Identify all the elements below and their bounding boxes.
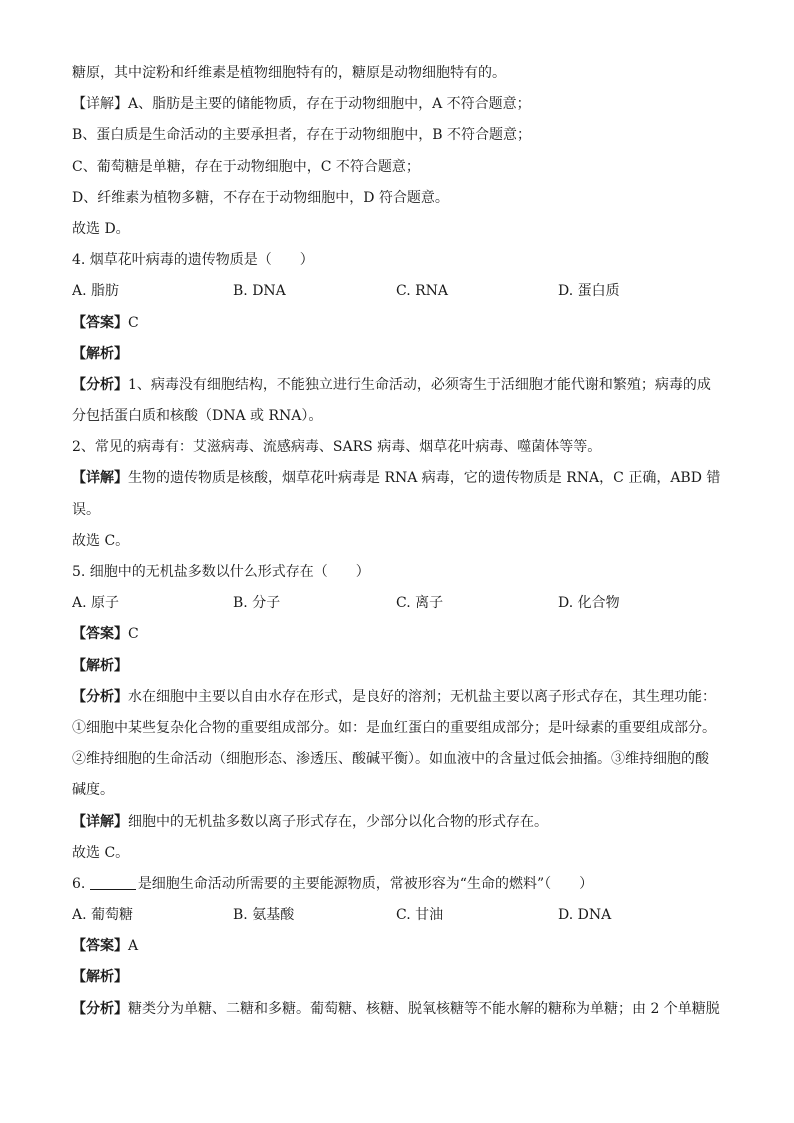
- analysis-tag: 【解析】: [72, 345, 128, 362]
- answer-tag: 【答案】: [72, 626, 128, 643]
- option-b: B. DNA: [233, 283, 286, 300]
- question-5-stem: 5. 细胞中的无机盐多数以什么形式存在（ ）: [72, 564, 370, 580]
- paragraph-line: C、葡萄糖是单糖，存在于动物细胞中，C 不符合题意；: [72, 158, 420, 175]
- option-d: D. DNA: [558, 907, 612, 924]
- question-4-stem: 4. 烟草花叶病毒的遗传物质是（ ）: [72, 252, 314, 269]
- question-5-options: [72, 588, 722, 619]
- fill-blank: [90, 875, 136, 890]
- paragraph-line: 糖原，其中淀粉和纤维素是植物细胞特有的，糖原是动物细胞特有的。: [72, 65, 506, 81]
- question-6-fenxi: [72, 994, 722, 1025]
- option-a: A. 葡萄糖: [72, 907, 134, 924]
- paragraph-line: 误。: [72, 501, 100, 518]
- fenxi-text: 糖类分为单糖、二糖和多糖。葡萄糖、核糖、脱氧核糖等不能水解的糖称为单糖；由 2 个单糖脱: [128, 1000, 720, 1017]
- question-4-answer: [72, 308, 722, 339]
- fenxi-tag: 【分析】: [72, 1000, 128, 1017]
- question-number: 6.: [72, 875, 90, 892]
- xiangjie-text: 细胞中的无机盐多数以离子形式存在，少部分以化合物的形式存在。: [128, 813, 548, 830]
- conclusion-line: 故选 C。: [72, 532, 130, 549]
- answer-tag: 【答案】: [72, 314, 128, 331]
- fenxi-tag: 【分析】: [72, 688, 128, 705]
- answer-value: C: [128, 626, 139, 643]
- fenxi-text: 水在细胞中主要以自由水存在形式，是良好的溶剂；无机盐主要以离子形式存在，其生理功能：: [128, 688, 716, 705]
- paragraph-line: 碱度。: [72, 782, 114, 799]
- option-a: A. 脂肪: [72, 283, 120, 300]
- fenxi-tag: 【分析】: [72, 376, 128, 393]
- answer-value: C: [128, 314, 139, 331]
- paragraph-line: B、蛋白质是生命活动的主要承担者，存在于动物细胞中，B 不符合题意；: [72, 127, 532, 144]
- answer-value: A: [128, 938, 139, 955]
- option-c: C. 离子: [396, 595, 444, 612]
- question-6-analysis-heading: [72, 962, 722, 993]
- question-text: 是细胞生命活动所需要的主要能源物质，常被形容为“生命的燃料”（ ）: [137, 875, 594, 892]
- question-5-xiangjie: [72, 807, 722, 838]
- option-d: D. 蛋白质: [558, 283, 620, 300]
- question-4-fenxi: [72, 370, 722, 401]
- paragraph-line: D、纤维素为植物多糖，不存在于动物细胞中，D 符合题意。: [72, 189, 449, 206]
- question-6-options: [72, 900, 722, 931]
- option-a: A. 原子: [72, 595, 120, 612]
- analysis-tag: 【解析】: [72, 969, 128, 986]
- document-page: [72, 58, 722, 1025]
- paragraph-line: ②维持细胞的生命活动（细胞形态、渗透压、酸碱平衡）。如血液中的含量过低会抽搐。③维持细胞的酸: [72, 751, 709, 768]
- option-c: C. 甘油: [396, 907, 444, 924]
- answer-tag: 【答案】: [72, 938, 128, 955]
- xiangjie-tag: 【详解】: [72, 470, 128, 487]
- option-b: B. 分子: [233, 595, 281, 612]
- question-4-xiangjie: [72, 463, 722, 494]
- analysis-tag: 【解析】: [72, 657, 128, 674]
- conclusion-line: 故选 C。: [72, 844, 130, 861]
- paragraph-line: 2、常见的病毒有：艾滋病毒、流感病毒、SARS 病毒、烟草花叶病毒、噬菌体等等。: [72, 439, 602, 456]
- xiangjie-text: 生物的遗传物质是核酸，烟草花叶病毒是 RNA 病毒，它的遗传物质是 RNA，C 正确，ABD 错: [128, 470, 721, 487]
- question-6-stem: [72, 869, 722, 900]
- question-5-answer: [72, 619, 722, 650]
- question-4-options: [72, 276, 722, 307]
- option-d: D. 化合物: [558, 595, 620, 612]
- paragraph-line: 【详解】A、脂肪是主要的储能物质，存在于动物细胞中，A 不符合题意；: [72, 96, 531, 113]
- paragraph-line: 分包括蛋白质和核酸（DNA 或 RNA）。: [72, 408, 323, 425]
- conclusion-line: 故选 D。: [72, 220, 130, 237]
- question-4-analysis-heading: [72, 339, 722, 370]
- xiangjie-tag: 【详解】: [72, 813, 128, 830]
- option-c: C. RNA: [396, 283, 449, 300]
- paragraph-line: ①细胞中某些复杂化合物的重要组成部分。如：是血红蛋白的重要组成部分；是叶绿素的重要组成部分。: [72, 719, 716, 736]
- question-5-analysis-heading: [72, 651, 722, 682]
- question-6-answer: [72, 931, 722, 962]
- fenxi-text: 1、病毒没有细胞结构，不能独立进行生命活动，必须寄生于活细胞才能代谢和繁殖；病毒的成: [128, 376, 711, 393]
- option-b: B. 氨基酸: [233, 907, 295, 924]
- question-5-fenxi: [72, 682, 722, 713]
